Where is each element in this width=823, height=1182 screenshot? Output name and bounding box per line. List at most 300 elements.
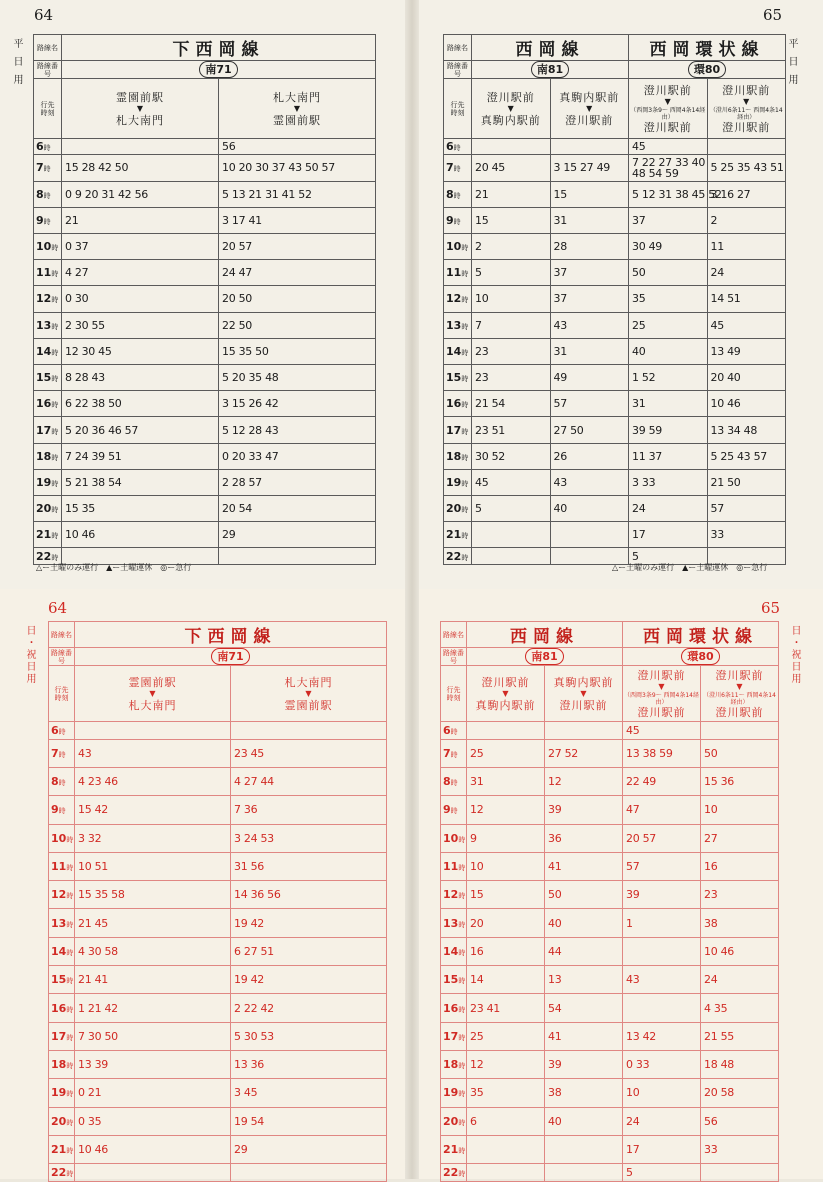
- hour-cell: [441, 1050, 467, 1078]
- hour-cell: [441, 739, 467, 767]
- table-row: [34, 496, 376, 522]
- hour-suffix: 時: [51, 553, 59, 562]
- table-row: [34, 391, 376, 417]
- departure-minutes: 10: [623, 1079, 701, 1107]
- route-number-badge: 南81: [531, 61, 569, 78]
- departure-minutes: 39: [623, 881, 701, 909]
- destination-stop: 札大南門: [116, 113, 164, 127]
- departure-minutes: [62, 139, 219, 155]
- hour-suffix: 時: [51, 244, 59, 253]
- hour-value: 17: [443, 1029, 459, 1043]
- label-system-no: 路線番号: [444, 61, 472, 79]
- table-row: [34, 338, 376, 364]
- origin-stop: 霊園前駅: [116, 90, 164, 104]
- origin-stop: 澄川駅前: [481, 675, 530, 689]
- hour-cell: [34, 312, 62, 338]
- hour-value: 16: [51, 1001, 67, 1015]
- direction-arrow-icon: ▼: [586, 103, 593, 113]
- table-row: [441, 909, 779, 937]
- departure-minutes: 29: [219, 522, 376, 548]
- departure-minutes: 19 42: [231, 909, 387, 937]
- hour-value: 22: [446, 549, 462, 563]
- departure-minutes: [701, 1164, 779, 1182]
- hour-value: 6: [443, 723, 451, 737]
- hour-cell: [34, 338, 62, 364]
- table-row: [444, 338, 786, 364]
- destination-cell: [467, 666, 545, 722]
- departure-minutes: 12 30 45: [62, 338, 219, 364]
- via-note: （澄川6条11〜 西岡4条14経由）: [703, 691, 776, 706]
- table-row: [444, 181, 786, 207]
- hour-value: 19: [443, 1086, 459, 1100]
- hour-value: 10: [36, 240, 52, 254]
- departure-minutes: 20 54: [219, 496, 376, 522]
- departure-minutes: 25: [467, 739, 545, 767]
- route-number-badge: 南81: [525, 648, 563, 665]
- table-row: [444, 522, 786, 548]
- route-title: 下西岡線: [62, 35, 376, 61]
- departure-minutes: 37: [550, 286, 629, 312]
- hour-value: 14: [36, 344, 52, 358]
- hour-value: 8: [443, 775, 451, 789]
- timetable-right: [440, 621, 779, 1182]
- departure-minutes: 5: [472, 260, 551, 286]
- hour-value: 20: [443, 1114, 459, 1128]
- route-badge-cell: [75, 648, 387, 666]
- label-system-no: 路線番号: [49, 648, 75, 666]
- departure-minutes: 1 21 42: [75, 994, 231, 1022]
- hour-value: 18: [36, 449, 52, 463]
- departure-minutes: 33: [701, 1135, 779, 1163]
- hour-suffix: 時: [66, 864, 74, 873]
- hour-cell: [34, 443, 62, 469]
- direction-arrow-icon: ▼: [136, 103, 144, 113]
- departure-minutes: 45: [707, 312, 786, 338]
- departure-minutes: 6: [467, 1107, 545, 1135]
- departure-minutes: [472, 139, 551, 155]
- direction-arrow-icon: ▼: [658, 681, 665, 691]
- hour-suffix: 時: [51, 532, 59, 541]
- departure-minutes: 45: [623, 722, 701, 740]
- timetable-left: [33, 34, 376, 565]
- destination-cell: [75, 666, 231, 722]
- hour-value: 13: [446, 318, 462, 332]
- hour-suffix: 時: [66, 977, 74, 986]
- route-title: 西岡環状線: [623, 622, 779, 648]
- destination-stop: 霊園前駅: [284, 698, 333, 712]
- hour-cell: [441, 1135, 467, 1163]
- hour-suffix: 時: [51, 453, 59, 462]
- label-destination-text: 行先: [450, 100, 465, 109]
- departure-minutes: 28: [550, 233, 629, 259]
- route-badge-cell: [62, 61, 376, 79]
- hour-value: 19: [446, 475, 462, 489]
- label-hour-text: 時刻: [446, 693, 461, 702]
- table-row: [444, 496, 786, 522]
- hour-value: 21: [51, 1142, 67, 1156]
- table-row: [49, 1164, 387, 1182]
- hour-value: 21: [36, 528, 52, 542]
- hour-value: 10: [443, 831, 459, 845]
- hour-value: 10: [446, 240, 462, 254]
- departure-minutes: 13 39: [75, 1050, 231, 1078]
- hour-suffix: 時: [66, 835, 74, 844]
- departure-minutes: 27 50: [550, 417, 629, 443]
- departure-minutes: 1: [623, 909, 701, 937]
- hour-cell: [444, 365, 472, 391]
- table-row: [34, 155, 376, 181]
- departure-minutes: 23: [701, 881, 779, 909]
- destination-cell: [62, 79, 219, 139]
- departure-minutes: 0 20 33 47: [219, 443, 376, 469]
- hour-suffix: 時: [458, 977, 466, 986]
- hour-cell: [49, 881, 75, 909]
- table-row: [441, 824, 779, 852]
- destination-cell: [701, 666, 779, 722]
- destination-stop: 澄川駅前: [637, 705, 686, 719]
- hour-value: 8: [51, 775, 59, 789]
- hour-suffix: 時: [51, 427, 59, 436]
- departure-minutes: 35: [467, 1079, 545, 1107]
- departure-minutes: 37: [629, 207, 708, 233]
- departure-minutes: 14: [467, 966, 545, 994]
- hour-suffix: 時: [51, 348, 59, 357]
- departure-minutes: 38: [545, 1079, 623, 1107]
- departure-minutes: 21: [472, 181, 551, 207]
- table-row: [441, 767, 779, 795]
- departure-minutes: 30 49: [629, 233, 708, 259]
- departure-minutes: 24: [629, 496, 708, 522]
- destination-stop: 澄川駅前: [715, 705, 764, 719]
- hour-suffix: 時: [458, 1090, 466, 1099]
- route-title: 下西岡線: [75, 622, 387, 648]
- origin-stop: 真駒内駅前: [553, 675, 614, 689]
- departure-minutes: 15: [550, 181, 629, 207]
- hour-value: 11: [36, 266, 52, 280]
- page-gutter: [405, 589, 419, 1179]
- departure-minutes: 5 12 31 38 45 52: [629, 181, 708, 207]
- hour-value: 12: [36, 292, 52, 306]
- departure-minutes: 7: [472, 312, 551, 338]
- hour-suffix: 時: [66, 1118, 74, 1127]
- table-row: [444, 286, 786, 312]
- hour-suffix: 時: [461, 270, 469, 279]
- hour-cell: [441, 994, 467, 1022]
- departure-minutes: 0 9 20 31 42 56: [62, 181, 219, 207]
- page-gutter: [405, 0, 419, 589]
- table-row: [444, 312, 786, 338]
- hour-value: 12: [51, 888, 67, 902]
- hour-value: 7: [51, 746, 59, 760]
- direction-arrow-icon: ▼: [736, 681, 743, 691]
- hour-cell: [441, 722, 467, 740]
- destination-cell: [623, 666, 701, 722]
- label-system-no: 路線番号: [441, 648, 467, 666]
- table-row: [444, 155, 786, 181]
- hour-suffix: 時: [66, 1146, 74, 1155]
- table-row: [441, 852, 779, 880]
- hour-value: 21: [443, 1142, 459, 1156]
- departure-minutes: 0 21: [75, 1079, 231, 1107]
- hour-value: 17: [51, 1029, 67, 1043]
- direction-arrow-icon: ▼: [305, 688, 312, 698]
- departure-minutes: 10: [472, 286, 551, 312]
- direction-arrow-icon: ▼: [507, 103, 514, 113]
- departure-minutes: 15 35 50: [219, 338, 376, 364]
- departure-minutes: 20: [467, 909, 545, 937]
- hour-cell: [49, 1164, 75, 1182]
- hour-value: 6: [446, 140, 454, 154]
- hour-cell: [444, 233, 472, 259]
- hour-cell: [49, 767, 75, 795]
- departure-minutes: 24 47: [219, 260, 376, 286]
- table-row: [441, 1164, 779, 1182]
- departure-minutes: 15: [467, 881, 545, 909]
- hour-value: 14: [51, 944, 67, 958]
- hour-value: 13: [51, 916, 67, 930]
- departure-minutes: 2: [472, 233, 551, 259]
- departure-minutes: 56: [701, 1107, 779, 1135]
- hour-cell: [49, 1107, 75, 1135]
- table-row: [441, 796, 779, 824]
- origin-stop: 澄川駅前: [637, 668, 686, 682]
- departure-minutes: 6 27 51: [231, 937, 387, 965]
- table-row: [49, 739, 387, 767]
- departure-minutes: 3 15 27 49: [550, 155, 629, 181]
- departure-minutes: 21: [62, 207, 219, 233]
- table-row: [49, 1135, 387, 1163]
- departure-minutes: 15: [472, 207, 551, 233]
- departure-minutes: 4 23 46: [75, 767, 231, 795]
- hour-value: 20: [51, 1114, 67, 1128]
- hour-value: 7: [443, 746, 451, 760]
- hour-suffix: 時: [58, 750, 66, 759]
- departure-minutes: 4 27 44: [231, 767, 387, 795]
- route-badge-cell: [467, 648, 623, 666]
- hour-cell: [444, 417, 472, 443]
- departure-minutes: 0 37: [62, 233, 219, 259]
- timetable-left: [48, 621, 387, 1182]
- hour-suffix: 時: [66, 948, 74, 957]
- label-hour-text: 時刻: [54, 693, 69, 702]
- hour-value: 15: [51, 973, 67, 987]
- hour-cell: [34, 496, 62, 522]
- departure-minutes: [701, 722, 779, 740]
- departure-minutes: 14 51: [707, 286, 786, 312]
- departure-minutes: 57: [707, 496, 786, 522]
- table-row: [34, 233, 376, 259]
- origin-stop: 札大南門: [273, 90, 321, 104]
- hour-value: 16: [443, 1001, 459, 1015]
- hour-value: 22: [51, 1165, 67, 1179]
- departure-minutes: [623, 937, 701, 965]
- route-number-badge: 南71: [211, 648, 249, 665]
- hour-value: 11: [446, 266, 462, 280]
- hour-cell: [441, 824, 467, 852]
- hour-suffix: 時: [461, 401, 469, 410]
- hour-suffix: 時: [461, 244, 469, 253]
- departure-minutes: 12: [467, 796, 545, 824]
- departure-minutes: 23 41: [467, 994, 545, 1022]
- hour-cell: [49, 1079, 75, 1107]
- hour-suffix: 時: [450, 727, 458, 736]
- departure-minutes: [467, 1135, 545, 1163]
- departure-minutes: 5 30 53: [231, 1022, 387, 1050]
- table-row: [444, 139, 786, 155]
- table-row: [49, 994, 387, 1022]
- hour-cell: [441, 1079, 467, 1107]
- departure-minutes: 7 36: [231, 796, 387, 824]
- departure-minutes: 10 46: [62, 522, 219, 548]
- departure-minutes: 0 33: [623, 1050, 701, 1078]
- hour-cell: [34, 207, 62, 233]
- hour-cell: [34, 233, 62, 259]
- hour-suffix: 時: [461, 375, 469, 384]
- hour-cell: [49, 796, 75, 824]
- hour-value: 7: [36, 161, 44, 175]
- departure-minutes: 47: [623, 796, 701, 824]
- hour-cell: [49, 994, 75, 1022]
- hour-value: 15: [443, 973, 459, 987]
- departure-minutes: 40: [629, 338, 708, 364]
- hour-cell: [444, 286, 472, 312]
- destination-stop: 澄川駅前: [559, 698, 608, 712]
- hour-cell: [444, 496, 472, 522]
- departure-minutes: 12: [467, 1050, 545, 1078]
- hour-suffix: 時: [453, 191, 461, 200]
- label-destination: [441, 666, 467, 722]
- label-line-name: 路線名: [441, 622, 467, 648]
- departure-minutes: 39: [545, 796, 623, 824]
- hour-suffix: 時: [66, 892, 74, 901]
- hour-value: 6: [51, 723, 59, 737]
- destination-cell: [219, 79, 376, 139]
- origin-stop: 澄川駅前: [486, 90, 535, 104]
- weekday-spread: [0, 0, 823, 589]
- departure-minutes: 23: [472, 365, 551, 391]
- departure-minutes: 10 46: [75, 1135, 231, 1163]
- hour-suffix: 時: [458, 1033, 466, 1042]
- table-row: [49, 937, 387, 965]
- departure-minutes: 4 35: [701, 994, 779, 1022]
- table-row: [34, 260, 376, 286]
- route-badge-cell: [629, 61, 786, 79]
- hour-suffix: 時: [43, 191, 51, 200]
- departure-minutes: 9: [467, 824, 545, 852]
- hour-suffix: 時: [58, 807, 66, 816]
- hour-value: 16: [36, 397, 52, 411]
- departure-minutes: 3 17 41: [219, 207, 376, 233]
- hour-cell: [34, 260, 62, 286]
- hour-cell: [34, 417, 62, 443]
- hour-value: 21: [446, 528, 462, 542]
- departure-minutes: 38: [701, 909, 779, 937]
- hour-value: 20: [36, 502, 52, 516]
- hour-cell: [49, 722, 75, 740]
- departure-minutes: 40: [550, 496, 629, 522]
- route-number-badge: 環80: [688, 61, 726, 78]
- hour-value: 15: [446, 371, 462, 385]
- departure-minutes: 56: [219, 139, 376, 155]
- destination-cell: [545, 666, 623, 722]
- departure-minutes: 44: [545, 937, 623, 965]
- origin-stop: 霊園前駅: [128, 675, 177, 689]
- departure-minutes: 50: [629, 260, 708, 286]
- departure-minutes: 54: [545, 994, 623, 1022]
- destination-cell: [472, 79, 551, 139]
- table-row: [441, 739, 779, 767]
- departure-minutes: 22 49: [623, 767, 701, 795]
- table-row: [441, 1022, 779, 1050]
- departure-minutes: [472, 548, 551, 564]
- hour-suffix: 時: [66, 1090, 74, 1099]
- route-title: 西岡環状線: [629, 35, 786, 61]
- hour-suffix: 時: [453, 165, 461, 174]
- label-destination: [34, 79, 62, 139]
- hour-suffix: 時: [51, 479, 59, 488]
- hour-cell: [49, 1135, 75, 1163]
- via-note: （澄川6条11〜 西岡4条14経由）: [709, 106, 783, 121]
- side-label-left: 日・祝日用: [24, 625, 35, 685]
- hour-suffix: 時: [461, 348, 469, 357]
- departure-minutes: 13 49: [707, 338, 786, 364]
- table-row: [49, 1107, 387, 1135]
- hour-cell: [444, 522, 472, 548]
- hour-cell: [49, 1050, 75, 1078]
- hour-cell: [34, 469, 62, 495]
- hour-suffix: 時: [66, 920, 74, 929]
- hour-suffix: 時: [43, 144, 51, 153]
- hour-cell: [49, 909, 75, 937]
- hour-cell: [444, 155, 472, 181]
- departure-minutes: [707, 139, 786, 155]
- hour-cell: [441, 1164, 467, 1182]
- departure-minutes: 14 36 56: [231, 881, 387, 909]
- departure-minutes: 17: [623, 1135, 701, 1163]
- hour-cell: [49, 1022, 75, 1050]
- hour-suffix: 時: [450, 750, 458, 759]
- hour-suffix: 時: [450, 807, 458, 816]
- departure-minutes: 57: [550, 391, 629, 417]
- label-destination: [444, 79, 472, 139]
- departure-minutes: 31 56: [231, 852, 387, 880]
- departure-minutes: 41: [545, 1022, 623, 1050]
- hour-value: 17: [36, 423, 52, 437]
- departure-minutes: 22 50: [219, 312, 376, 338]
- label-destination-text: 行先: [446, 685, 461, 694]
- departure-minutes: 5 20 36 46 57: [62, 417, 219, 443]
- hour-value: 6: [36, 140, 44, 154]
- departure-minutes: 5 25 43 57: [707, 443, 786, 469]
- departure-minutes: [467, 722, 545, 740]
- departure-minutes: 3 24 53: [231, 824, 387, 852]
- hour-suffix: 時: [461, 453, 469, 462]
- legend-left: △ー土曜のみ運行 ▲ー土曜運休 ◎ー急行: [36, 563, 192, 572]
- table-row: [34, 207, 376, 233]
- hour-value: 12: [446, 292, 462, 306]
- route-number-badge: 環80: [681, 648, 719, 665]
- table-row: [444, 260, 786, 286]
- hour-cell: [441, 852, 467, 880]
- departure-minutes: [550, 139, 629, 155]
- hour-value: 13: [36, 318, 52, 332]
- hour-value: 19: [36, 475, 52, 489]
- timetable-right: [443, 34, 786, 565]
- side-label-left: 平日用: [11, 38, 22, 92]
- table-row: [49, 852, 387, 880]
- departure-minutes: 20 50: [219, 286, 376, 312]
- table-row: [49, 796, 387, 824]
